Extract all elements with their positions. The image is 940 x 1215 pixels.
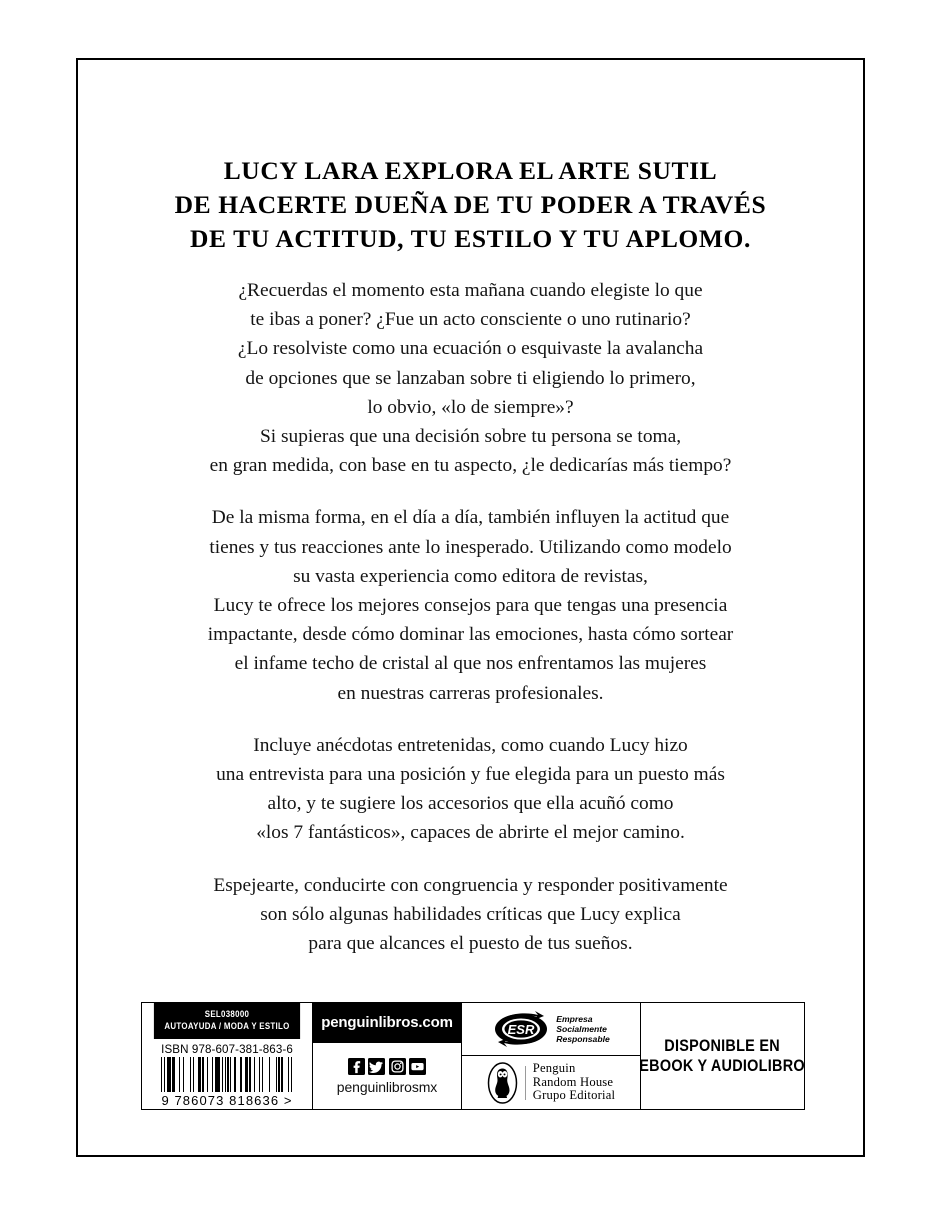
blurb-line: en nuestras carreras profesionales. (337, 682, 604, 704)
esr-logo-cell (462, 1003, 640, 1056)
blurb-line: ¿Lo resolviste como una ecuación o esquivaste la avalancha (237, 338, 704, 360)
social-handle[interactable]: penguinlibrosmx (336, 1078, 438, 1095)
availability-text (640, 1036, 806, 1076)
availability-line-2: EBOOK Y AUDIOLIBRO (639, 1057, 806, 1075)
blurb-paragraph (108, 276, 833, 480)
publisher-logo-cell (462, 1056, 640, 1109)
social-icons (348, 1058, 427, 1075)
esr-line-1: Empresa (556, 1013, 593, 1024)
blurb-line: son sólo algunas habilidades críticas que Lucy explica (260, 903, 681, 925)
blurb-paragraph (108, 503, 833, 707)
web-panel (312, 1002, 462, 1110)
esr-icon (492, 1009, 550, 1049)
logos-panel (461, 1002, 641, 1110)
blurb-line: te ibas a poner? ¿Fue un acto consciente o uno rutinario? (250, 309, 691, 331)
logo-divider (525, 1066, 526, 1100)
headline-line: DE HACERTE DUEÑA DE TU PODER A TRAVÉS (174, 190, 767, 219)
blurb-line: el infame techo de cristal al que nos enfrentamos las mujeres (234, 653, 707, 675)
isbn-area (142, 1039, 312, 1110)
blurb-text (108, 276, 833, 958)
blurb-line: Si supieras que una decisión sobre tu persona se toma, (259, 426, 682, 448)
bisac-band (154, 1003, 300, 1039)
cover-footer (141, 1002, 806, 1110)
blurb-paragraph (108, 731, 833, 848)
isbn-label: ISBN 978-607-381-863-6 (161, 1043, 293, 1057)
barcode-digits: 9 786073 818636 > (161, 1093, 293, 1109)
esr-line-3: Responsable (556, 1034, 610, 1045)
publisher-line-3: Grupo Editorial (532, 1088, 616, 1103)
facebook-icon[interactable] (348, 1058, 365, 1075)
twitter-icon[interactable] (368, 1058, 385, 1075)
blurb-line: alto, y te sugiere los accesorios que ella acuñó como (267, 793, 674, 815)
blurb-line: ¿Recuerdas el momento esta mañana cuando elegiste lo que (238, 280, 703, 301)
blurb-line: Espejearte, conducirte con congruencia y responder positivamente (213, 874, 728, 896)
availability-panel (640, 1002, 805, 1110)
book-back-cover (76, 58, 865, 1157)
blurb-line: su vasta experiencia como editora de revistas, (293, 565, 648, 587)
headline-line: LUCY LARA EXPLORA EL ARTE SUTIL (223, 156, 718, 185)
publisher-line-2: Random House (532, 1074, 614, 1089)
publisher-name (533, 1062, 615, 1103)
blurb-line: Lucy te ofrece los mejores consejos para que tengas una presencia (213, 595, 728, 617)
bisac-code: SEL038000 (204, 1009, 250, 1019)
penguin-logo-icon (487, 1062, 518, 1104)
blurb-line: en gran medida, con base en tu aspecto, ¿le dedicarías más tiempo? (209, 455, 732, 477)
instagram-icon[interactable] (389, 1058, 406, 1075)
blurb-paragraph (108, 871, 833, 959)
blurb-line: De la misma forma, en el día a día, también influyen la actitud que (211, 507, 730, 529)
youtube-icon[interactable] (409, 1058, 426, 1075)
blurb-line: lo obvio, «lo de siempre»? (367, 396, 574, 418)
esr-line-2: Socialmente (556, 1023, 607, 1034)
blurb-line: Incluye anécdotas entretenidas, como cuando Lucy hizo (253, 734, 688, 756)
esr-text (556, 1014, 610, 1045)
headline (78, 154, 863, 256)
headline-line: DE TU ACTITUD, TU ESTILO Y TU APLOMO. (190, 224, 751, 253)
bisac-category: AUTOAYUDA / MODA Y ESTILO (164, 1020, 290, 1031)
blurb-line: «los 7 fantásticos», capaces de abrirte el mejor camino. (256, 822, 685, 844)
barcode-image (161, 1057, 293, 1092)
blurb-line: de opciones que se lanzaban sobre ti eligiendo lo primero, (245, 367, 696, 389)
blurb-line: para que alcances el puesto de tus sueños. (308, 933, 633, 955)
svg-text:ESR: ESR (507, 1022, 535, 1037)
social-area (313, 1043, 461, 1109)
publisher-line-1: Penguin (532, 1061, 576, 1076)
availability-line-1: DISPONIBLE EN (664, 1037, 781, 1055)
blurb-line: impactante, desde cómo dominar las emociones, hasta cómo sortear (207, 624, 734, 646)
blurb-line: una entrevista para una posición y fue elegida para un puesto más (216, 764, 725, 786)
barcode-panel (141, 1002, 313, 1110)
blurb-line: tienes y tus reacciones ante lo inesperado. Utilizando como modelo (209, 536, 732, 558)
website-url[interactable]: penguinlibros.com (313, 1003, 461, 1043)
